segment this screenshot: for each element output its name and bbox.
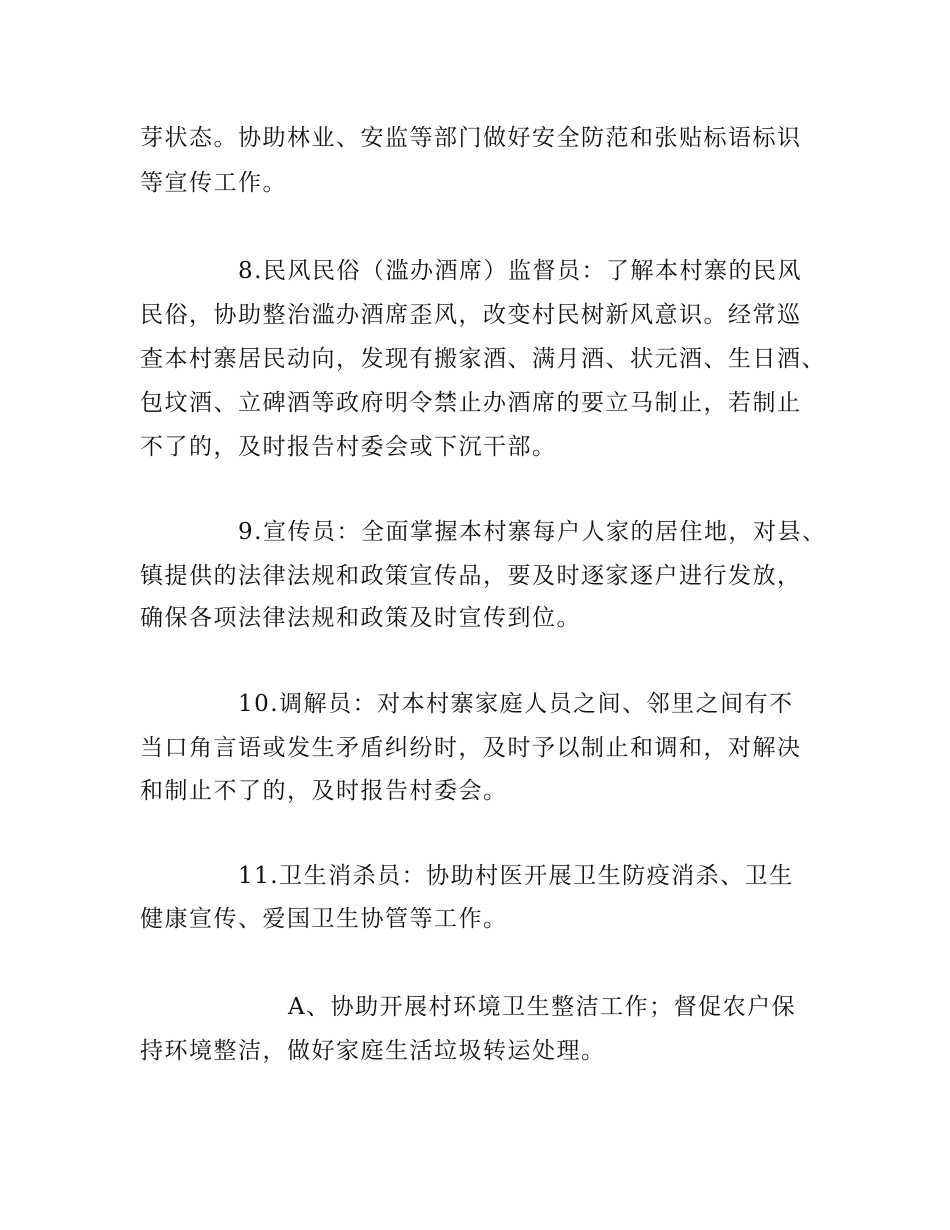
paragraph-line: 等宣传工作。: [140, 170, 287, 196]
paragraph-line: 查本村寨居民动向，发现有搬家酒、满月酒、状元酒、生日酒、: [140, 346, 826, 372]
paragraph-line: 镇提供的法律法规和政策宣传品，要及时逐家逐户进行发放，: [140, 563, 802, 589]
paragraph-line: 包坟酒、立碑酒等政府明令禁止办酒席的要立马制止，若制止: [140, 390, 802, 416]
paragraph-line: 健康宣传、爱国卫生协管等工作。: [140, 906, 508, 932]
paragraph-line: 和制止不了的，及时报告村委会。: [140, 778, 508, 804]
paragraph-line: 8.民风民俗（滥办酒席）监督员：了解本村寨的民风: [238, 258, 802, 284]
paragraph-line: 芽状态。协助林业、安监等部门做好安全防范和张贴标语标识: [140, 125, 802, 151]
paragraph-line: 当口角言语或发生矛盾纠纷时，及时予以制止和调和，对解决: [140, 735, 802, 761]
paragraph-line: 10.调解员：对本村寨家庭人员之间、邻里之间有不: [238, 691, 794, 717]
paragraph-line: 持环境整洁，做好家庭生活垃圾转运处理。: [140, 1038, 606, 1064]
paragraph-line: 9.宣传员：全面掌握本村寨每户人家的居住地，对县、: [238, 519, 827, 545]
paragraph-line: 民俗，协助整治滥办酒席歪风，改变村民树新风意识。经常巡: [140, 302, 802, 328]
paragraph-line: 11.卫生消杀员：协助村医开展卫生防疫消杀、卫生: [238, 863, 794, 889]
paragraph-line: 不了的，及时报告村委会或下沉干部。: [140, 434, 557, 460]
paragraph-line: A、协助开展村环境卫生整洁工作；督促农户保: [288, 994, 797, 1020]
paragraph-line: 确保各项法律法规和政策及时宣传到位。: [140, 605, 581, 631]
